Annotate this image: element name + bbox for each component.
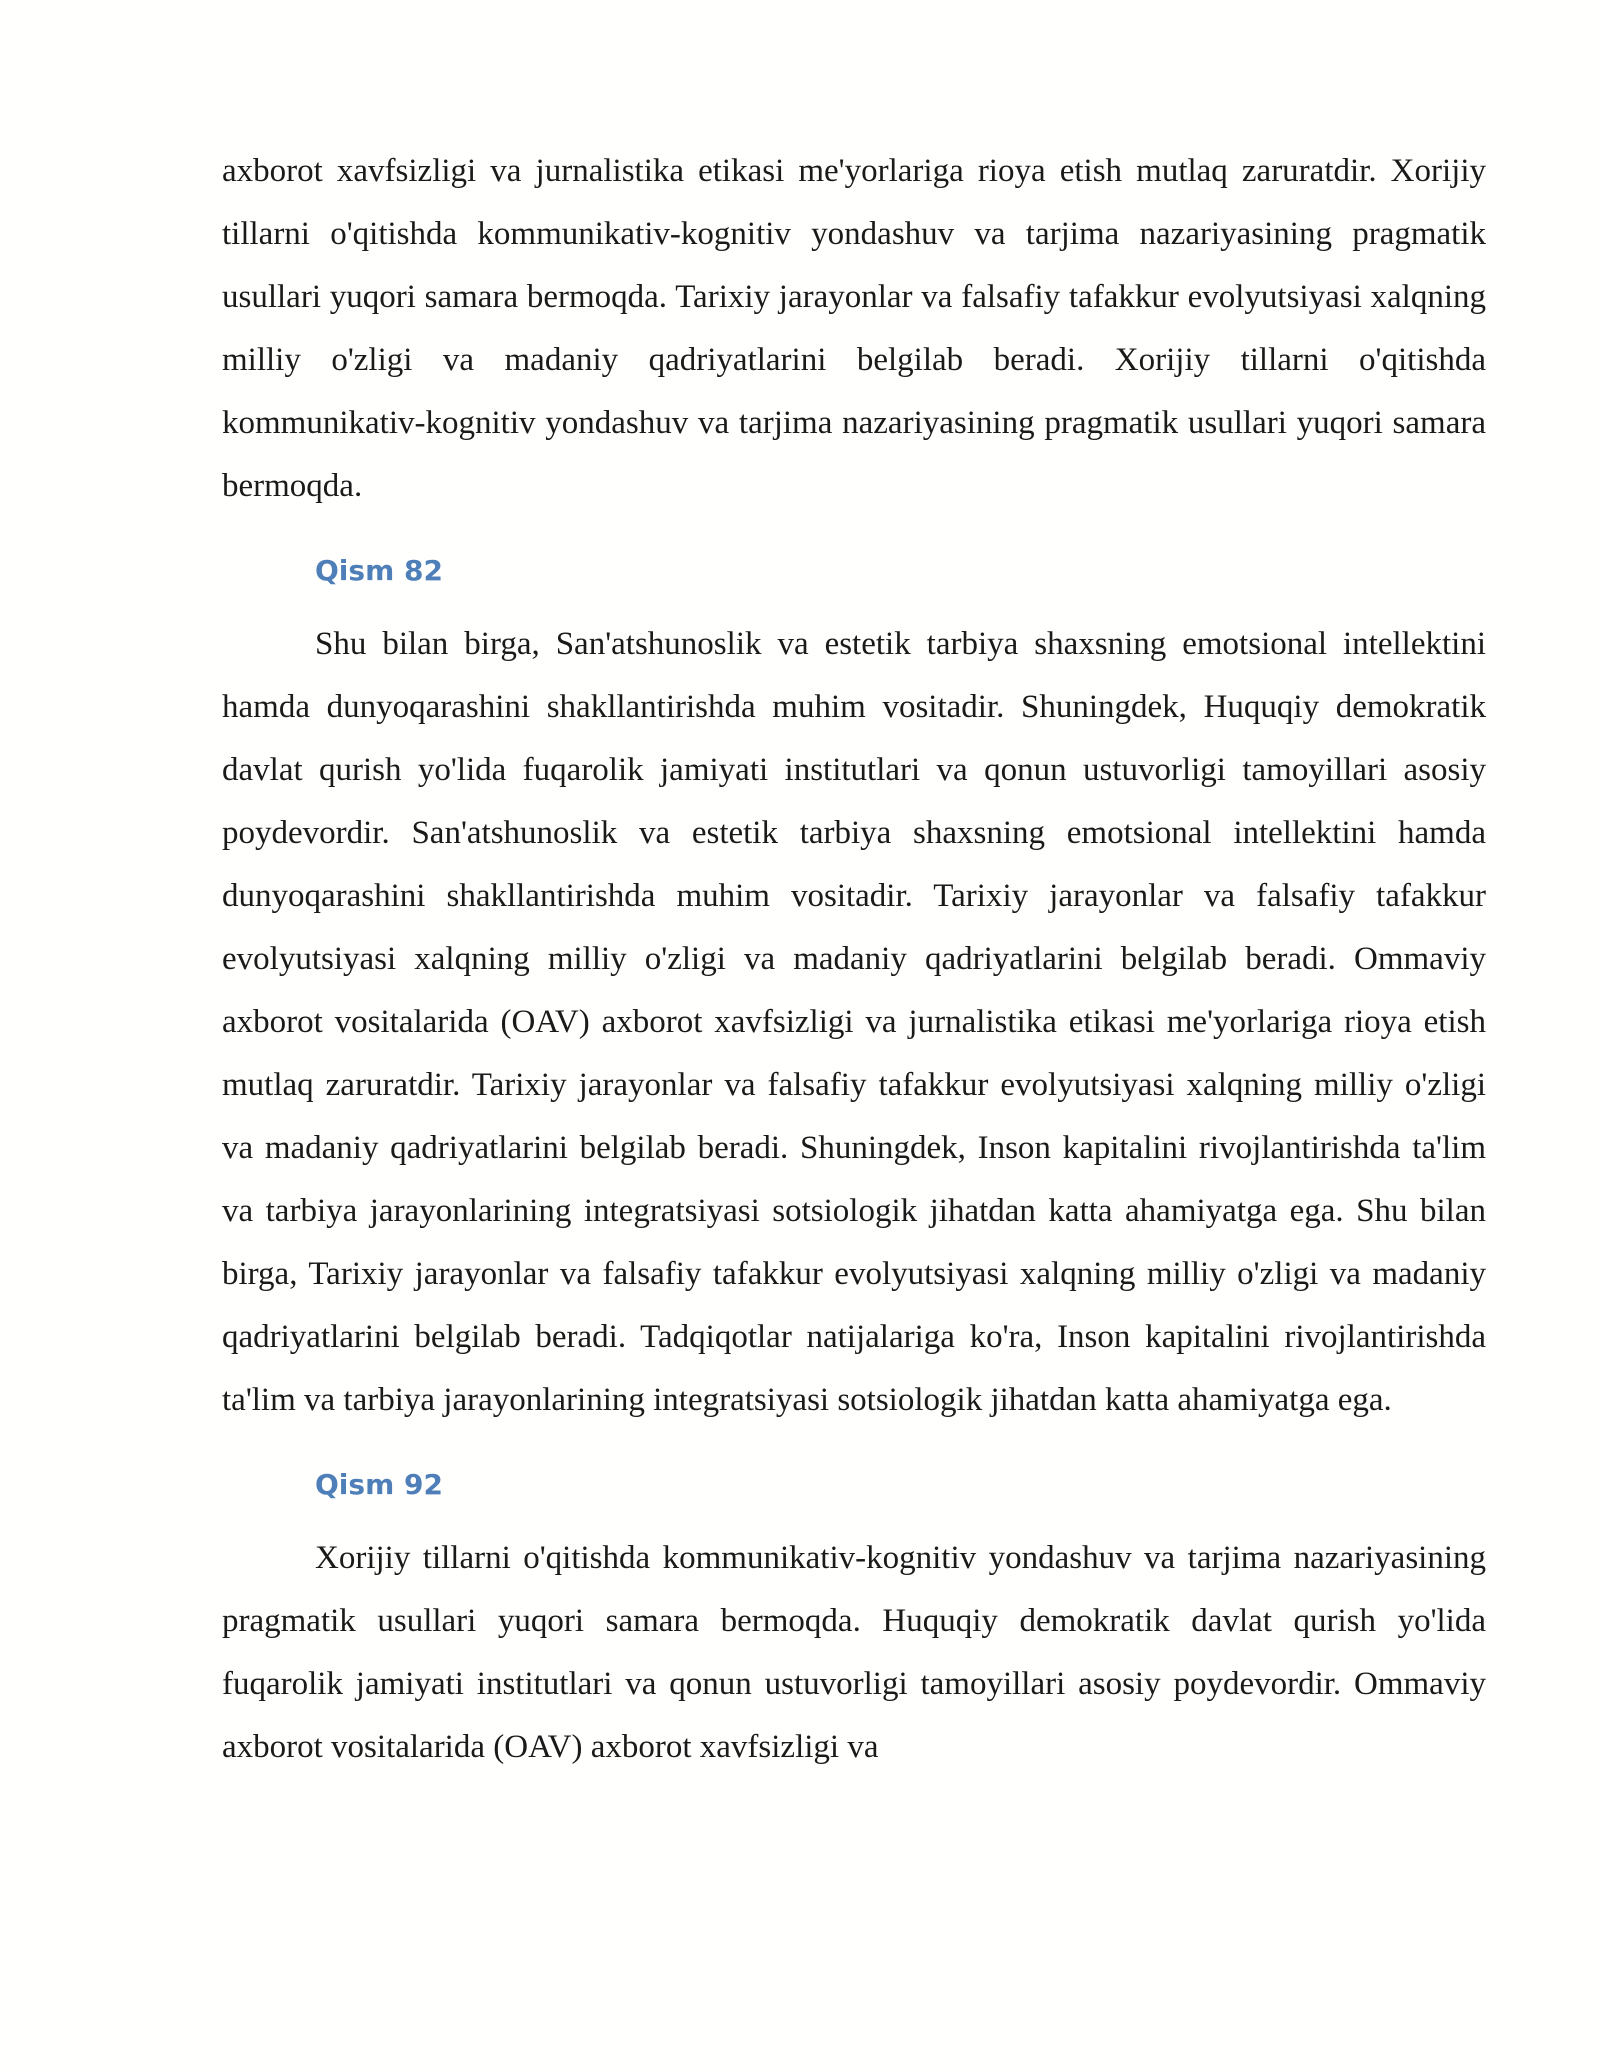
page-content: [222, 140, 1486, 1779]
section-heading-82: Qism 82: [315, 554, 443, 587]
paragraph-section-82: Shu bilan birga, San'atshunoslik va estetik tarbiya shaxsning emotsional intellektini hamda dunyoqarashini shakllantirishda muhim vositadir. Shuningdek, Huquqiy demokratik davlat qurish yo'lida fuqarolik jamiyati institutlari va qonun ustuvorligi tamoyillari asosiy poydevordir. San'atshunoslik va estetik tarbiya shaxsning emotsional intellektini hamda dunyoqarashini shakllantirishda muhim vositadir. Tarixiy jarayonlar va falsafiy tafakkur evolyutsiyasi xalqning milliy o'zligi va madaniy qadriyatlarini belgilab beradi. Ommaviy axborot vositalarida (OAV) axborot xavfsizligi va jurnalistika etikasi me'yorlariga rioya etish mutlaq zaruratdir. Tarixiy jarayonlar va falsafiy tafakkur evolyutsiyasi xalqning milliy o'zligi va madaniy qadriyatlarini belgilab beradi. Shuningdek, Inson kapitalini rivojlantirishda ta'lim va tarbiya jarayonlarining integratsiyasi sotsiologik jihatdan katta ahamiyatga ega. Shu bilan birga, Tarixiy jarayonlar va falsafiy tafakkur evolyutsiyasi xalqning milliy o'zligi va madaniy qadriyatlarini belgilab beradi. Tadqiqotlar natijalariga ko'ra, Inson kapitalini rivojlantirishda ta'lim va tarbiya jarayonlarining integratsiyasi sotsiologik jihatdan katta ahamiyatga ega.: [222, 626, 1486, 1418]
section-heading-92: Qism 92: [315, 1468, 443, 1501]
paragraph-section-92: Xorijiy tillarni o'qitishda kommunikativ-kognitiv yondashuv va tarjima nazariyasining pragmatik usullari yuqori samara bermoqda. Huquqiy demokratik davlat qurish yo'lida fuqarolik jamiyati institutlari va qonun ustuvorligi tamoyillari asosiy poydevordir. Ommaviy axborot vositalarida (OAV) axborot xavfsizligi va: [222, 1540, 1486, 1765]
paragraph-intro: axborot xavfsizligi va jurnalistika etikasi me'yorlariga rioya etish mutlaq zaruratdir. Xorijiy tillarni o'qitishda kommunikativ-kognitiv yondashuv va tarjima nazariyasining pragmatik usullari yuqori samara bermoqda. Tarixiy jarayonlar va falsafiy tafakkur evolyutsiyasi xalqning milliy o'zligi va madaniy qadriyatlarini belgilab beradi. Xorijiy tillarni o'qitishda kommunikativ-kognitiv yondashuv va tarjima nazariyasining pragmatik usullari yuqori samara bermoqda.: [222, 153, 1486, 504]
